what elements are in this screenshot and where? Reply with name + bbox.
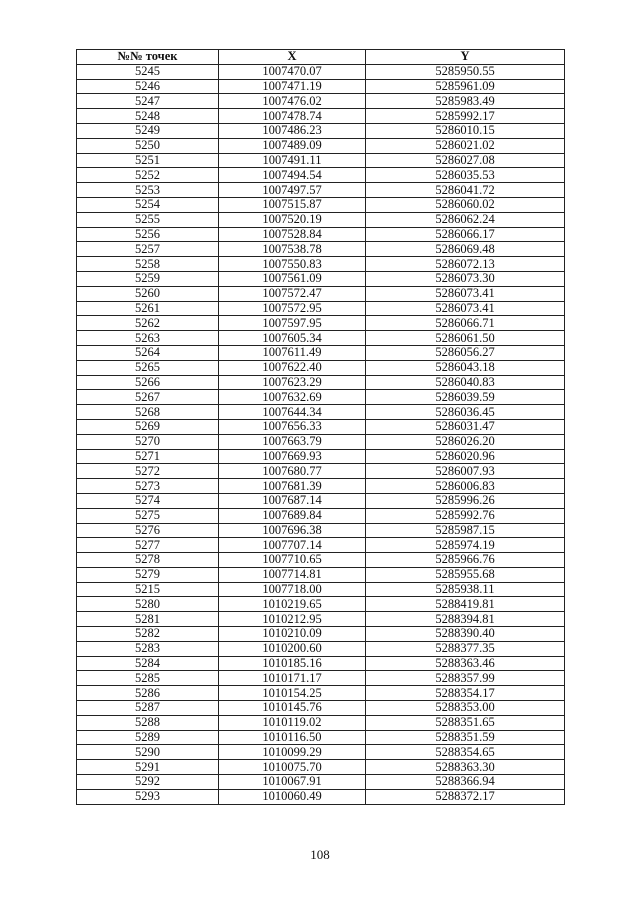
cell-y: 5286036.45 (366, 405, 565, 420)
cell-y: 5288354.65 (366, 745, 565, 760)
cell-point-number: 5261 (77, 301, 219, 316)
table-row (77, 464, 565, 479)
table-row (77, 331, 565, 346)
cell-point-number: 5275 (77, 508, 219, 523)
cell-y: 5286007.93 (366, 464, 565, 479)
cell-point-number: 5276 (77, 523, 219, 538)
table-row (77, 479, 565, 494)
cell-x: 1007471.19 (219, 79, 366, 94)
cell-point-number: 5270 (77, 434, 219, 449)
table-row (77, 79, 565, 94)
table-row (77, 789, 565, 804)
cell-x: 1007478.74 (219, 109, 366, 124)
cell-y: 5286039.59 (366, 390, 565, 405)
table-header (77, 50, 565, 65)
cell-y: 5288377.35 (366, 641, 565, 656)
cell-x: 1007572.95 (219, 301, 366, 316)
table-row (77, 94, 565, 109)
table-row (77, 686, 565, 701)
table-row (77, 656, 565, 671)
cell-x: 1010067.91 (219, 775, 366, 790)
cell-x: 1010212.95 (219, 612, 366, 627)
cell-x: 1007476.02 (219, 94, 366, 109)
cell-y: 5285987.15 (366, 523, 565, 538)
cell-y: 5286073.41 (366, 301, 565, 316)
table-row (77, 390, 565, 405)
cell-y: 5286072.13 (366, 257, 565, 272)
header-x: X (219, 50, 366, 65)
cell-x: 1007663.79 (219, 434, 366, 449)
cell-y: 5286006.83 (366, 479, 565, 494)
cell-y: 5288366.94 (366, 775, 565, 790)
cell-x: 1010075.70 (219, 760, 366, 775)
table-row (77, 553, 565, 568)
cell-x: 1007656.33 (219, 419, 366, 434)
cell-y: 5288363.30 (366, 760, 565, 775)
cell-point-number: 5279 (77, 567, 219, 582)
table-row (77, 405, 565, 420)
cell-x: 1007528.84 (219, 227, 366, 242)
cell-x: 1007605.34 (219, 331, 366, 346)
cell-point-number: 5284 (77, 656, 219, 671)
cell-point-number: 5277 (77, 538, 219, 553)
cell-x: 1010116.50 (219, 730, 366, 745)
cell-x: 1007489.09 (219, 138, 366, 153)
cell-y: 5288363.46 (366, 656, 565, 671)
cell-x: 1007572.47 (219, 286, 366, 301)
cell-point-number: 5254 (77, 197, 219, 212)
cell-y: 5286069.48 (366, 242, 565, 257)
cell-point-number: 5248 (77, 109, 219, 124)
cell-y: 5286061.50 (366, 331, 565, 346)
cell-x: 1010210.09 (219, 627, 366, 642)
cell-x: 1007550.83 (219, 257, 366, 272)
cell-y: 5288353.00 (366, 701, 565, 716)
cell-x: 1007561.09 (219, 271, 366, 286)
table-row (77, 153, 565, 168)
cell-point-number: 5247 (77, 94, 219, 109)
cell-x: 1007669.93 (219, 449, 366, 464)
cell-point-number: 5253 (77, 183, 219, 198)
cell-point-number: 5265 (77, 360, 219, 375)
cell-x: 1007520.19 (219, 212, 366, 227)
cell-y: 5286060.02 (366, 197, 565, 212)
cell-x: 1007538.78 (219, 242, 366, 257)
cell-point-number: 5263 (77, 331, 219, 346)
cell-y: 5286066.71 (366, 316, 565, 331)
table-row (77, 64, 565, 79)
table-row (77, 641, 565, 656)
cell-x: 1007470.07 (219, 64, 366, 79)
cell-point-number: 5266 (77, 375, 219, 390)
cell-y: 5286035.53 (366, 168, 565, 183)
cell-point-number: 5291 (77, 760, 219, 775)
cell-y: 5285966.76 (366, 553, 565, 568)
table-row (77, 523, 565, 538)
table-row (77, 730, 565, 745)
cell-x: 1007718.00 (219, 582, 366, 597)
table-row (77, 612, 565, 627)
cell-point-number: 5259 (77, 271, 219, 286)
cell-y: 5288372.17 (366, 789, 565, 804)
cell-point-number: 5283 (77, 641, 219, 656)
cell-point-number: 5264 (77, 345, 219, 360)
cell-point-number: 5271 (77, 449, 219, 464)
table-row (77, 286, 565, 301)
header-point-number: №№ точек (77, 50, 219, 65)
cell-x: 1007707.14 (219, 538, 366, 553)
cell-y: 5286041.72 (366, 183, 565, 198)
table-row (77, 449, 565, 464)
cell-y: 5285983.49 (366, 94, 565, 109)
cell-point-number: 5278 (77, 553, 219, 568)
cell-point-number: 5274 (77, 493, 219, 508)
cell-x: 1007623.29 (219, 375, 366, 390)
cell-x: 1010099.29 (219, 745, 366, 760)
cell-y: 5288390.40 (366, 627, 565, 642)
table-row (77, 360, 565, 375)
table-row (77, 375, 565, 390)
cell-x: 1007515.87 (219, 197, 366, 212)
table-row (77, 316, 565, 331)
cell-point-number: 5258 (77, 257, 219, 272)
table-row (77, 183, 565, 198)
cell-x: 1007696.38 (219, 523, 366, 538)
page-number: 108 (310, 847, 330, 862)
cell-y: 5286027.08 (366, 153, 565, 168)
table-row (77, 227, 565, 242)
cell-x: 1007486.23 (219, 123, 366, 138)
table-header-row (77, 50, 565, 65)
table-row (77, 271, 565, 286)
cell-point-number: 5288 (77, 715, 219, 730)
cell-y: 5286031.47 (366, 419, 565, 434)
table-row (77, 508, 565, 523)
cell-y: 5286026.20 (366, 434, 565, 449)
cell-y: 5286020.96 (366, 449, 565, 464)
cell-y: 5288351.59 (366, 730, 565, 745)
cell-x: 1007494.54 (219, 168, 366, 183)
table-row (77, 597, 565, 612)
table-row (77, 138, 565, 153)
cell-y: 5285955.68 (366, 567, 565, 582)
cell-y: 5286010.15 (366, 123, 565, 138)
cell-x: 1010119.02 (219, 715, 366, 730)
table-row (77, 197, 565, 212)
cell-y: 5285938.11 (366, 582, 565, 597)
table-body (77, 64, 565, 804)
cell-point-number: 5285 (77, 671, 219, 686)
table-row (77, 434, 565, 449)
cell-y: 5286062.24 (366, 212, 565, 227)
cell-y: 5285950.55 (366, 64, 565, 79)
cell-x: 1007680.77 (219, 464, 366, 479)
table-row (77, 301, 565, 316)
cell-point-number: 5252 (77, 168, 219, 183)
cell-x: 1007497.57 (219, 183, 366, 198)
cell-x: 1007644.34 (219, 405, 366, 420)
cell-point-number: 5260 (77, 286, 219, 301)
table-row (77, 109, 565, 124)
cell-point-number: 5245 (77, 64, 219, 79)
cell-point-number: 5282 (77, 627, 219, 642)
table-row (77, 715, 565, 730)
cell-point-number: 5272 (77, 464, 219, 479)
cell-point-number: 5257 (77, 242, 219, 257)
cell-point-number: 5262 (77, 316, 219, 331)
cell-point-number: 5255 (77, 212, 219, 227)
cell-y: 5286021.02 (366, 138, 565, 153)
table-row (77, 627, 565, 642)
cell-x: 1010200.60 (219, 641, 366, 656)
cell-y: 5286056.27 (366, 345, 565, 360)
cell-y: 5286043.18 (366, 360, 565, 375)
cell-y: 5285974.19 (366, 538, 565, 553)
cell-x: 1007491.11 (219, 153, 366, 168)
table-row (77, 775, 565, 790)
cell-x: 1007632.69 (219, 390, 366, 405)
cell-point-number: 5287 (77, 701, 219, 716)
cell-y: 5286073.30 (366, 271, 565, 286)
cell-point-number: 5215 (77, 582, 219, 597)
table-row (77, 760, 565, 775)
cell-y: 5288351.65 (366, 715, 565, 730)
cell-y: 5285961.09 (366, 79, 565, 94)
cell-point-number: 5267 (77, 390, 219, 405)
table-row (77, 701, 565, 716)
cell-point-number: 5268 (77, 405, 219, 420)
cell-point-number: 5250 (77, 138, 219, 153)
cell-point-number: 5249 (77, 123, 219, 138)
table-row (77, 582, 565, 597)
cell-x: 1007687.14 (219, 493, 366, 508)
cell-x: 1007597.95 (219, 316, 366, 331)
table-row (77, 745, 565, 760)
table-row (77, 671, 565, 686)
cell-x: 1007714.81 (219, 567, 366, 582)
coordinates-table (76, 49, 565, 805)
table-row (77, 168, 565, 183)
cell-y: 5288354.17 (366, 686, 565, 701)
cell-y: 5288419.81 (366, 597, 565, 612)
cell-x: 1010060.49 (219, 789, 366, 804)
cell-x: 1010145.76 (219, 701, 366, 716)
cell-x: 1007681.39 (219, 479, 366, 494)
cell-point-number: 5280 (77, 597, 219, 612)
cell-x: 1007622.40 (219, 360, 366, 375)
table-row (77, 567, 565, 582)
cell-x: 1010185.16 (219, 656, 366, 671)
header-y: Y (366, 50, 565, 65)
table-row (77, 212, 565, 227)
cell-y: 5285996.26 (366, 493, 565, 508)
table-row (77, 257, 565, 272)
cell-point-number: 5293 (77, 789, 219, 804)
cell-point-number: 5286 (77, 686, 219, 701)
cell-x: 1007611.49 (219, 345, 366, 360)
cell-y: 5286040.83 (366, 375, 565, 390)
cell-point-number: 5281 (77, 612, 219, 627)
cell-point-number: 5292 (77, 775, 219, 790)
cell-x: 1010154.25 (219, 686, 366, 701)
cell-point-number: 5269 (77, 419, 219, 434)
cell-point-number: 5246 (77, 79, 219, 94)
cell-x: 1010219.65 (219, 597, 366, 612)
cell-point-number: 5273 (77, 479, 219, 494)
cell-point-number: 5290 (77, 745, 219, 760)
table-row (77, 345, 565, 360)
cell-x: 1007710.65 (219, 553, 366, 568)
cell-y: 5285992.76 (366, 508, 565, 523)
cell-point-number: 5289 (77, 730, 219, 745)
table-row (77, 538, 565, 553)
cell-x: 1007689.84 (219, 508, 366, 523)
table-row (77, 123, 565, 138)
cell-y: 5286066.17 (366, 227, 565, 242)
cell-y: 5286073.41 (366, 286, 565, 301)
table-row (77, 242, 565, 257)
cell-x: 1010171.17 (219, 671, 366, 686)
cell-y: 5288357.99 (366, 671, 565, 686)
table-row (77, 419, 565, 434)
cell-point-number: 5251 (77, 153, 219, 168)
table-row (77, 493, 565, 508)
cell-y: 5285992.17 (366, 109, 565, 124)
cell-y: 5288394.81 (366, 612, 565, 627)
cell-point-number: 5256 (77, 227, 219, 242)
